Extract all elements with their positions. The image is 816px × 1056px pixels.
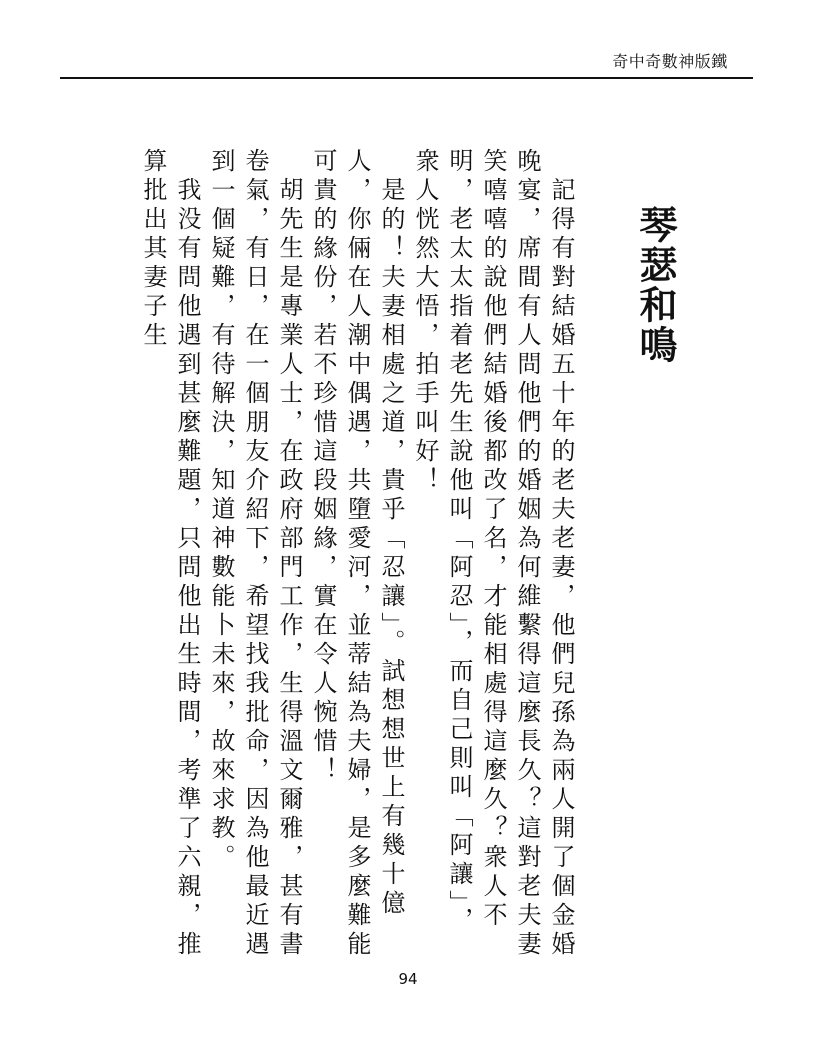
paragraph-3: 胡先生是專業人士，在政府部門工作，生得溫文爾雅，甚有書卷氣，有日，在一個朋友介紹下，希望找我批命，因為他最近遇到一個疑難，有待解決，知道神數能卜未來，故來求教。 — [207, 148, 303, 960]
paragraph-1: 記得有對結婚五十年的老夫老妻，他們兒孫為兩人開了個金婚晚宴，席間有人問他們的婚姻為何維繫得這麼長久？這對老夫妻笑嘻嘻的說他們結婚後都改了名，才能相處得這麼久？衆人不明，老太太指着老先生說他叫「阿忍」，而自己則叫「阿讓」，衆人恍然大悟，拍手叫好！ — [411, 148, 575, 960]
running-header: 奇中奇數神版鐵 — [612, 52, 728, 71]
chapter-title: 琴瑟和鳴 — [633, 205, 677, 365]
paragraph-4: 我没有問他遇到甚麼難題，只問他出生時間，考準了六親，推算批出其妻子生 — [139, 148, 201, 960]
paragraph-2: 是的！夫妻相處之道，貴乎「忍讓」。試想想世上有幾十億人，你倆在人潮中偶遇，共墮愛河，並蒂結為夫婦，是多麼難能可貴的緣份，若不珍惜這段姻緣，實在令人惋惜！ — [309, 148, 405, 960]
body-text — [139, 148, 578, 963]
header-rule — [60, 77, 753, 79]
page-number: 94 — [398, 970, 418, 988]
